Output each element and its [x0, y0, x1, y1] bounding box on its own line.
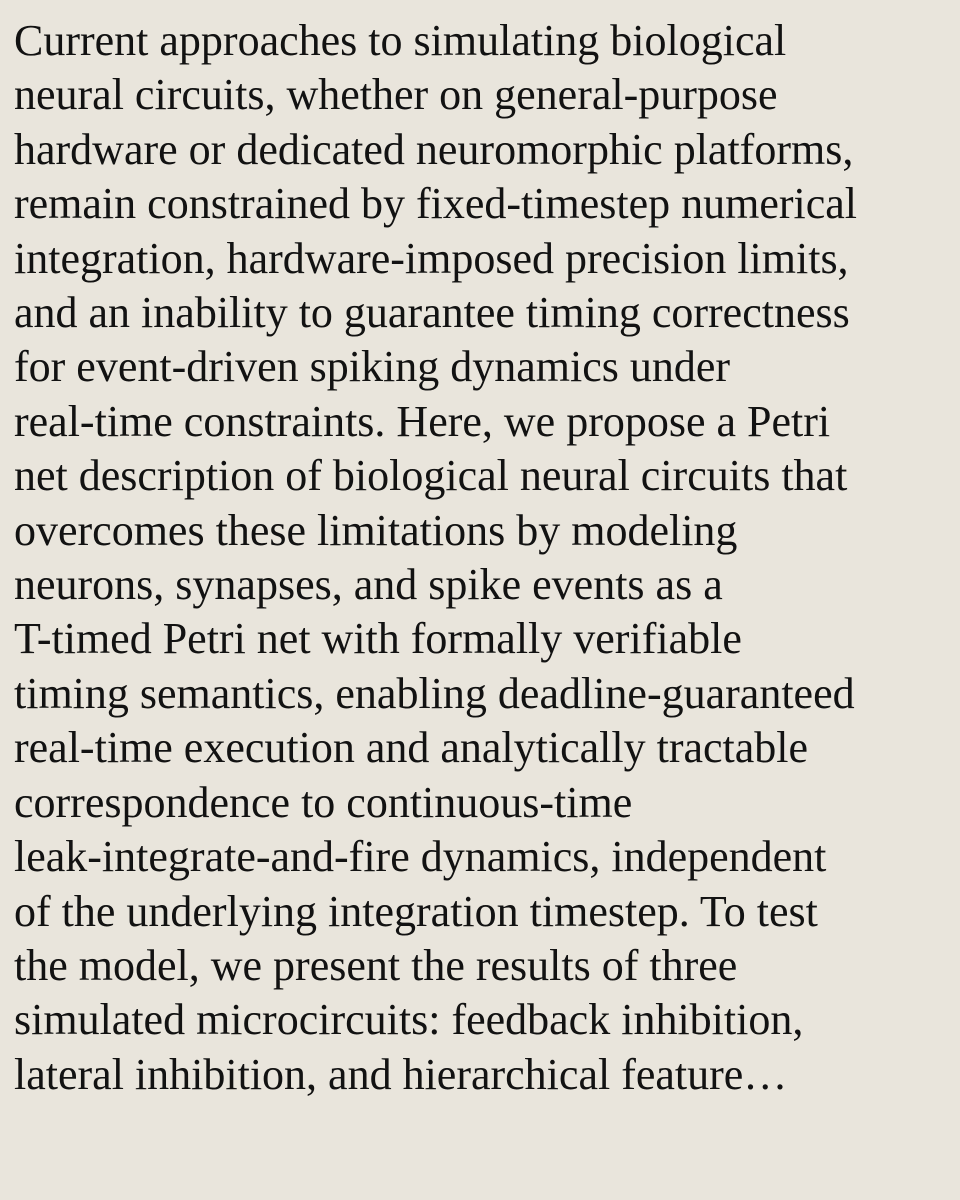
abstract-line: lateral inhibition, and hierarchical feature… — [14, 1049, 788, 1099]
abstract-line: simulated microcircuits: feedback inhibition, — [14, 995, 804, 1045]
abstract-line: neurons, synapses, and spike events as a — [14, 560, 723, 610]
abstract-line: neural circuits, whether on general-purpose — [14, 70, 778, 120]
abstract-line: leak-integrate-and-fire dynamics, independent — [14, 832, 827, 882]
abstract-paragraph — [14, 14, 960, 1102]
abstract-line: overcomes these limitations by modeling — [14, 505, 738, 555]
abstract-line: remain constrained by fixed-timestep numerical — [14, 179, 858, 229]
abstract-line: real-time execution and analytically tractable — [14, 723, 809, 773]
abstract-line: integration, hardware-imposed precision limits, — [14, 233, 849, 283]
abstract-line: T-timed Petri net with formally verifiable — [14, 614, 742, 664]
abstract-line: of the underlying integration timestep. To test — [14, 886, 818, 936]
abstract-line: hardware or dedicated neuromorphic platforms, — [14, 124, 854, 174]
abstract-line: Current approaches to simulating biological — [14, 16, 787, 65]
abstract-line: and an inability to guarantee timing correctness — [14, 288, 850, 338]
abstract-line: timing semantics, enabling deadline-guaranteed — [14, 668, 855, 718]
abstract-line: net description of biological neural circuits that — [14, 451, 848, 501]
abstract-line: correspondence to continuous-time — [14, 777, 633, 827]
abstract-line: the model, we present the results of three — [14, 940, 738, 990]
abstract-line: for event-driven spiking dynamics under — [14, 342, 731, 392]
abstract-line: real-time constraints. Here, we propose a Petri — [14, 396, 831, 446]
